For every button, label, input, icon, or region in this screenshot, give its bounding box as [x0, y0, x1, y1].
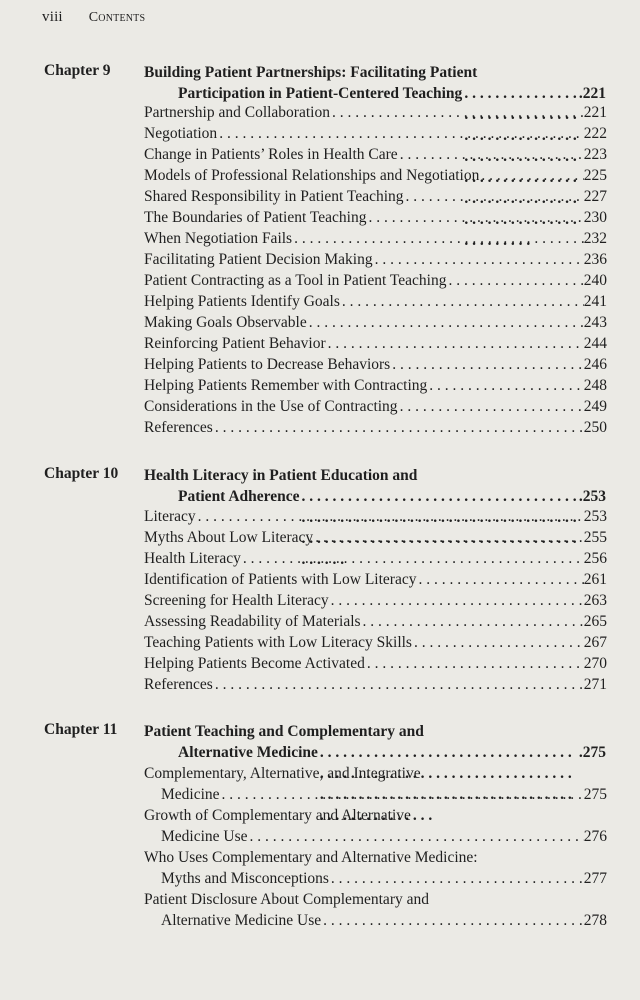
entry-page: 240: [583, 272, 607, 289]
toc-entry[interactable]: [144, 548, 607, 569]
entry-page: 276: [583, 828, 607, 845]
entry-page: 250: [583, 419, 607, 436]
entry-page: 265: [583, 613, 607, 630]
entry-title: Partnership and Collaboration: [144, 104, 330, 121]
toc-entry[interactable]: [144, 312, 607, 333]
toc-entry[interactable]: [144, 186, 607, 207]
leader-dots: [329, 590, 584, 611]
leader-dots: [196, 506, 584, 527]
entry-page: 241: [583, 293, 607, 310]
leader-dots: [361, 611, 584, 632]
leader-dots: [329, 868, 584, 889]
toc-entry[interactable]: [144, 270, 607, 291]
page-number: viii: [42, 9, 63, 25]
entry-title: Patient Disclosure About Complementary and: [144, 891, 429, 908]
entry-title: Helping Patients to Decrease Behaviors: [144, 356, 391, 373]
entry-page: 270: [583, 655, 607, 672]
entry-page: 278: [583, 912, 607, 929]
entry-list: [144, 102, 607, 438]
leader-dots: [213, 674, 584, 695]
entry-title: Making Goals Observable: [144, 314, 307, 331]
leader-dots: [416, 569, 583, 590]
entry-page: 246: [583, 356, 607, 373]
entry-page: 243: [583, 314, 607, 331]
entry-title: Who Uses Complementary and Alternative Medicine:: [144, 849, 478, 866]
toc-entry[interactable]: [144, 653, 607, 674]
entry-list: [144, 506, 607, 695]
toc-entry[interactable]: [144, 249, 607, 270]
leader-dots: [365, 653, 584, 674]
entry-title: References: [144, 419, 213, 436]
entry-page: 249: [583, 398, 607, 415]
toc-entry[interactable]: [144, 889, 607, 931]
entry-page: 223: [583, 146, 607, 163]
entry-title: Assessing Readability of Materials: [144, 613, 361, 630]
toc-entry[interactable]: [144, 763, 607, 805]
leader-dots: [390, 354, 584, 375]
leader-dots: [340, 291, 584, 312]
entry-page: 263: [583, 592, 607, 609]
toc-entry[interactable]: [144, 569, 607, 590]
leader-dots: [398, 396, 584, 417]
toc-entry[interactable]: [144, 228, 607, 249]
leader-dots: [220, 784, 584, 805]
leader-dots: [326, 333, 584, 354]
entry-page: 261: [583, 571, 607, 588]
chapter-label: Chapter 9: [44, 62, 111, 79]
toc-entry[interactable]: [144, 144, 607, 165]
toc-entry[interactable]: [144, 590, 607, 611]
entry-page: 255: [583, 529, 607, 546]
entry-page: 227: [583, 188, 607, 205]
leader-dots: [241, 548, 584, 569]
entry-title: Patient Contracting as a Tool in Patient Teaching: [144, 272, 447, 289]
entry-page: 222: [583, 125, 607, 142]
chapter-label: Chapter 11: [44, 721, 118, 738]
toc-entry[interactable]: [144, 632, 607, 653]
entry-title-cont: Alternative Medicine Use: [161, 912, 322, 929]
entry-title: Shared Responsibility in Patient Teaching: [144, 188, 404, 205]
chapter-label: Chapter 10: [44, 465, 119, 482]
entry-page: 221: [583, 104, 607, 121]
entry-page: 271: [583, 676, 607, 693]
toc-entry[interactable]: [144, 674, 607, 695]
toc-entry[interactable]: [144, 396, 607, 417]
toc-entry[interactable]: [144, 207, 607, 228]
entry-title: Identification of Patients with Low Literacy: [144, 571, 417, 588]
entry-title: Change in Patients’ Roles in Health Care: [144, 146, 398, 163]
toc-entry[interactable]: [144, 354, 607, 375]
entry-page: 256: [583, 550, 607, 567]
entry-title: Considerations in the Use of Contracting: [144, 398, 398, 415]
entry-title: Helping Patients Identify Goals: [144, 293, 340, 310]
entry-page: 248: [583, 377, 607, 394]
chapter-title-line2: Participation in Patient-Centered Teaching: [178, 85, 463, 102]
entry-title: Models of Professional Relationships and Negotiation: [144, 167, 480, 184]
leader-dots: [248, 826, 584, 847]
chapter-page: .221: [578, 85, 606, 102]
toc-entry[interactable]: [144, 805, 607, 847]
leader-dots: [213, 417, 584, 438]
leader-dots: [398, 144, 584, 165]
entry-page: 277: [583, 870, 607, 887]
entry-title: Facilitating Patient Decision Making: [144, 251, 373, 268]
entry-page: 267: [583, 634, 607, 651]
leader-dots: [479, 165, 583, 186]
leader-dots: [366, 207, 583, 228]
chapter-title-line1: Health Literacy in Patient Education and: [144, 467, 418, 484]
leader-dots: [292, 228, 584, 249]
toc-entry[interactable]: [144, 333, 607, 354]
leader-dots: [427, 375, 583, 396]
entry-page: 253: [583, 508, 607, 525]
leader-dots: [412, 632, 584, 653]
entry-title-cont: Medicine Use: [161, 828, 248, 845]
page-header: [42, 9, 145, 26]
entry-title: References: [144, 676, 213, 693]
toc-entry[interactable]: [144, 417, 607, 438]
entry-title: Teaching Patients with Low Literacy Skills: [144, 634, 412, 651]
chapter-title-line1: Patient Teaching and Complementary and: [144, 723, 424, 740]
entry-title: Helping Patients Remember with Contracting: [144, 377, 428, 394]
leader-dots: [330, 102, 584, 123]
entry-title-cont: Medicine: [161, 786, 220, 803]
entry-title: Health Literacy: [144, 550, 241, 567]
chapter-title-line2: Patient Adherence: [178, 488, 300, 505]
toc-entry[interactable]: [144, 506, 607, 527]
leader-dots: [446, 270, 583, 291]
entry-page: 236: [583, 251, 607, 268]
toc-entry[interactable]: [144, 123, 607, 144]
entry-title: When Negotiation Fails: [144, 230, 293, 247]
entry-title: Myths About Low Literacy: [144, 529, 314, 546]
toc-entry[interactable]: [144, 375, 607, 396]
entry-list: [144, 763, 607, 931]
entry-title: Literacy: [144, 508, 196, 525]
entry-page: 232: [583, 230, 607, 247]
chapter-title-line2: Alternative Medicine: [178, 744, 318, 761]
leader-dots: [217, 123, 584, 144]
leader-dots: [307, 312, 584, 333]
entry-title: Reinforcing Patient Behavior: [144, 335, 326, 352]
entry-page: 275: [583, 786, 607, 803]
toc-entry[interactable]: [144, 291, 607, 312]
toc-entry[interactable]: [144, 102, 607, 123]
entry-page: 230: [583, 209, 607, 226]
toc-entry[interactable]: [144, 165, 607, 186]
toc-entry[interactable]: [144, 847, 607, 889]
toc-entry[interactable]: [144, 611, 607, 632]
entry-title: Growth of Complementary and Alternative: [144, 807, 411, 824]
entry-page: 244: [583, 335, 607, 352]
chapter-page: .275: [578, 744, 606, 761]
entry-page: 225: [583, 167, 607, 184]
leader-dots: [313, 527, 584, 548]
chapter-page: .253: [578, 488, 606, 505]
leader-dots: [321, 910, 584, 931]
leader-dots: [404, 186, 584, 207]
leader-dots: [373, 249, 584, 270]
toc-entry[interactable]: [144, 527, 607, 548]
entry-title-cont: Myths and Misconceptions: [161, 870, 329, 887]
running-head: Contents: [88, 10, 146, 25]
entry-title: Negotiation: [144, 125, 218, 142]
entry-title: Helping Patients Become Activated: [144, 655, 365, 672]
entry-title: The Boundaries of Patient Teaching: [144, 209, 367, 226]
entry-title: Complementary, Alternative, and Integrative: [144, 765, 421, 782]
chapter-title-line1: Building Patient Partnerships: Facilitating Patient: [144, 64, 478, 81]
entry-title: Screening for Health Literacy: [144, 592, 329, 609]
